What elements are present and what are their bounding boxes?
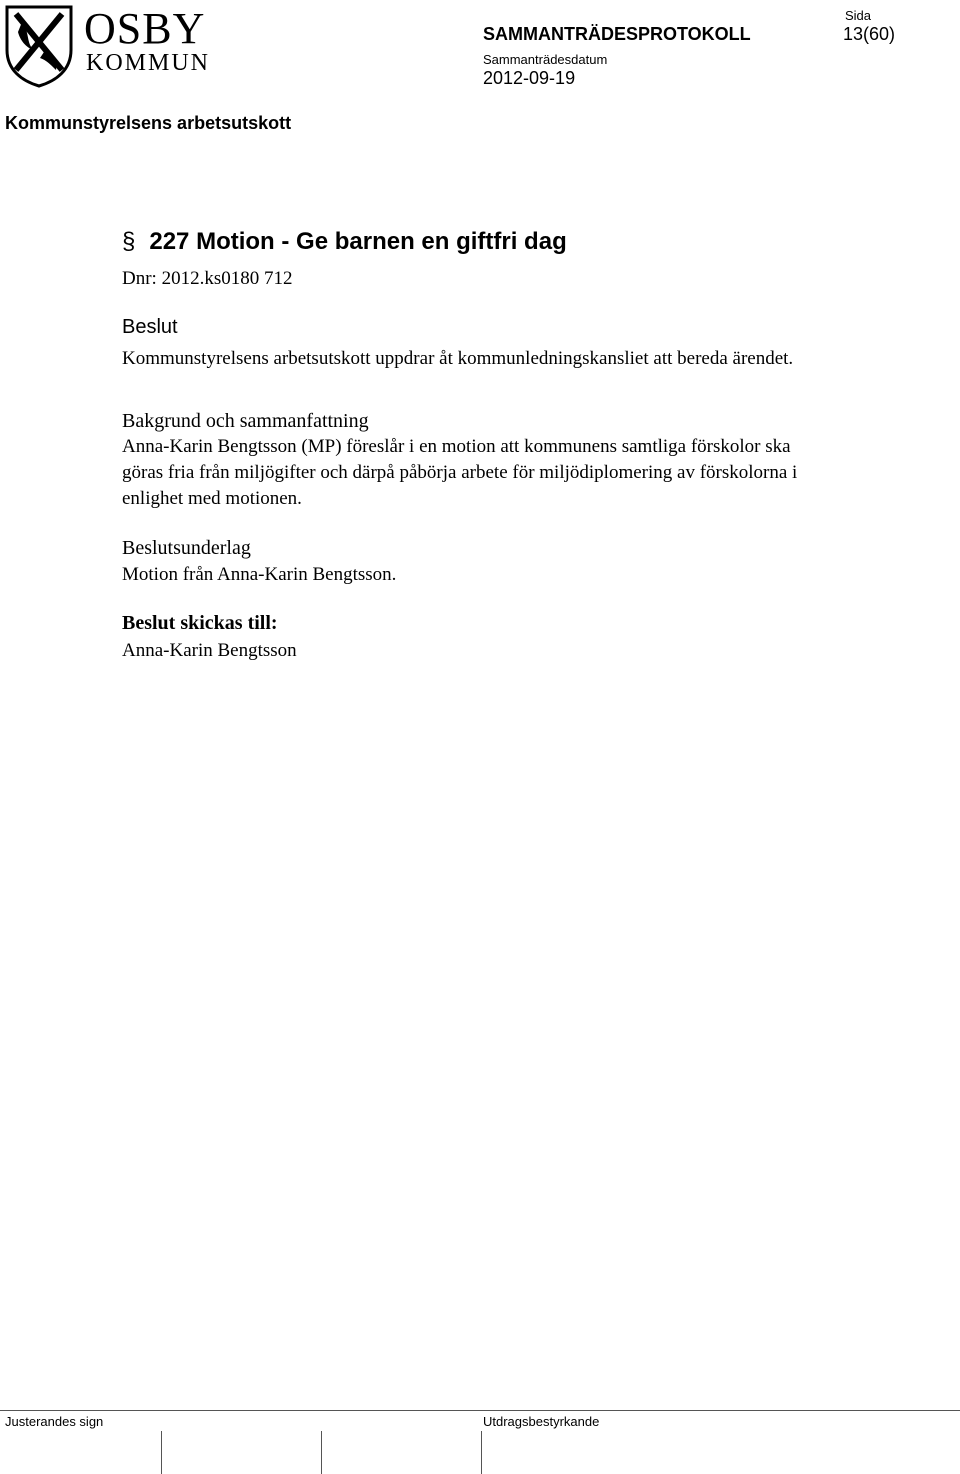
bakgrund-text: Anna-Karin Bengtsson (MP) föreslår i en motion att kommunens samtliga förskolor ska göras fria från miljögifter och därpå påbörja arbete för miljödiplomering av förskolorna i enlighet med motionen.: [122, 436, 798, 509]
signature-box-divider: [481, 1431, 482, 1474]
meeting-date: 2012-09-19: [483, 68, 576, 88]
section-title: [122, 228, 567, 256]
beslut-text: Kommunstyrelsens arbetsutskott uppdrar åt kommunledningskansliet att bereda ärendet.: [122, 348, 794, 369]
page-number: 13(60): [843, 24, 896, 44]
paragraph-symbol: §: [122, 228, 136, 255]
beslut-skickas-heading: Beslut skickas till:: [122, 612, 278, 634]
meeting-date-label: Sammanträdesdatum: [483, 52, 608, 67]
logo-name: OSBY: [84, 4, 206, 53]
beslut-heading: Beslut: [122, 316, 178, 338]
committee-name: Kommunstyrelsens arbetsutskott: [5, 113, 292, 133]
utdragsbestyrkande-label: Utdragsbestyrkande: [483, 1414, 600, 1429]
beslutsunderlag-text: Motion från Anna-Karin Bengtsson.: [122, 564, 397, 585]
osby-coat-of-arms-icon: [4, 4, 74, 88]
beslut-skickas-text: Anna-Karin Bengtsson: [122, 640, 297, 661]
beslutsunderlag-heading: Beslutsunderlag: [122, 537, 251, 559]
justerandes-sign-label: Justerandes sign: [5, 1414, 104, 1429]
bakgrund-heading: Bakgrund och sammanfattning: [122, 410, 369, 432]
signature-box-divider: [161, 1431, 162, 1474]
section-title-text: 227 Motion - Ge barnen en giftfri dag: [149, 228, 567, 255]
document-type: SAMMANTRÄDESPROTOKOLL: [483, 24, 751, 44]
signature-box-divider: [321, 1431, 322, 1474]
page-label: Sida: [845, 8, 872, 23]
diary-number: Dnr: 2012.ks0180 712: [122, 268, 293, 289]
logo-subtitle: KOMMUN: [86, 50, 211, 76]
footer-divider: [0, 1410, 960, 1411]
